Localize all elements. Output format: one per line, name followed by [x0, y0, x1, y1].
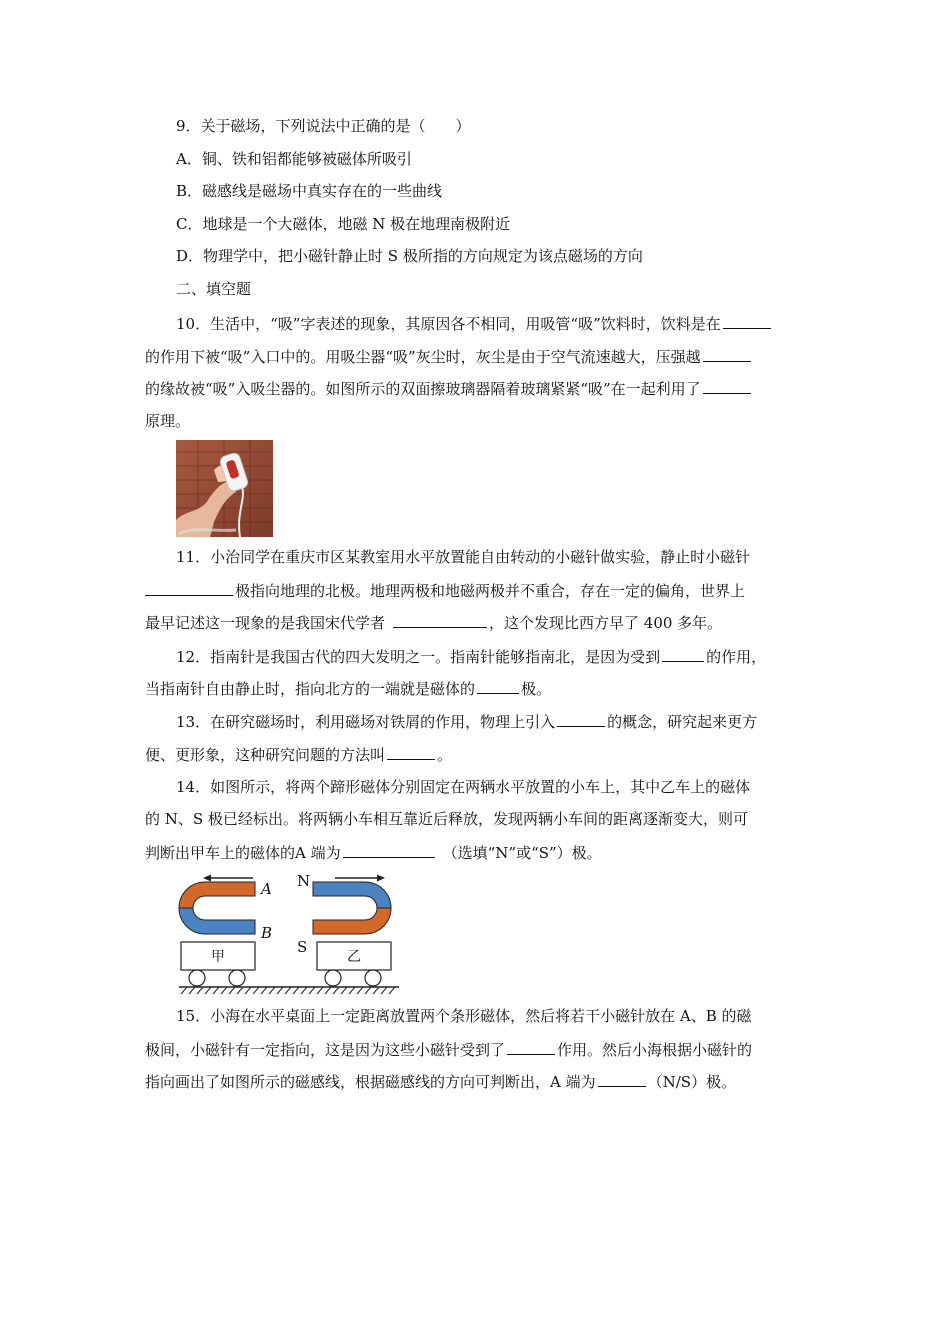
q10-line-4: 原理。	[145, 412, 191, 430]
q14-line-2: 的 N、S 极已经标出。将两辆小车相互靠近后释放，发现两辆小车间的距离逐渐变大，则可	[145, 810, 748, 828]
section-title: 二、填空题	[176, 280, 252, 298]
q13-text-1b: 的概念，研究起来更方	[607, 713, 758, 731]
q15-blank-1	[507, 1039, 555, 1055]
q10-blank-2	[703, 346, 751, 362]
q14-line-3	[145, 842, 807, 863]
q11-line-3	[145, 612, 807, 633]
q10-text-3: 的缘故被“吸”入吸尘器的。如图所示的双面擦玻璃器隔着玻璃紧紧“吸”在一起利用了	[145, 380, 701, 398]
q10-line-1	[176, 313, 807, 334]
ground	[179, 987, 399, 994]
q15-text-2b: 作用。然后小海根据小磁针的	[557, 1041, 753, 1059]
q12-text-1a: 12．指南针是我国古代的四大发明之一。指南针能够指南北，是因为受到	[176, 648, 661, 666]
right-horseshoe-magnet	[313, 882, 391, 934]
q15-line-1: 15．小海在水平桌面上一定距离放置两个条形磁体，然后将若干小磁针放在 A、B 的磁	[176, 1007, 752, 1025]
q11-text-3b: ，这个发现比西方早了 400 多年。	[489, 614, 723, 632]
cart-left	[181, 942, 255, 986]
q13-text-1a: 13．在研究磁场时，利用磁场对铁屑的作用，物理上引入	[176, 713, 556, 731]
q9-option-d: D．物理学中，把小磁针静止时 S 极所指的方向规定为该点磁场的方向	[176, 247, 643, 265]
q13-blank-1	[557, 711, 605, 727]
q11-line-2	[145, 580, 807, 601]
q13-blank-2	[387, 744, 435, 760]
q15-text-3a: 指向画出了如图所示的磁感线，根据磁感线的方向可判断出，A 端为	[145, 1073, 596, 1091]
q14-line-1: 14．如图所示，将两个蹄形磁体分别固定在两辆水平放置的小车上，其中乙车上的磁体	[176, 778, 751, 796]
left-horseshoe-magnet	[179, 882, 255, 934]
label-a: A	[261, 880, 272, 898]
q9-option-c: C．地球是一个大磁体，地磁 N 极在地理南极附近	[176, 215, 511, 233]
right-arrow-icon	[335, 875, 385, 882]
q12-text-2b: 极。	[521, 680, 552, 698]
q13-line-2	[145, 744, 807, 765]
cart-right	[317, 942, 391, 986]
q9-option-a: A．铜、铁和铝都能够被磁体所吸引	[176, 150, 412, 168]
cart-right-label: 乙	[347, 949, 361, 965]
label-b: B	[261, 924, 273, 942]
q9-option-b: B．磁感线是磁场中真实存在的一些曲线	[176, 182, 443, 200]
q15-text-2a: 极间，小磁针有一定指向，这是因为这些小磁针受到了	[145, 1041, 506, 1059]
q9-stem: 9．关于磁场，下列说法中正确的是（ ）	[176, 117, 471, 135]
left-arrow-icon	[203, 875, 253, 882]
q10-text-1: 10．生活中，“吸”字表述的现象，其原因各不相同，用吸管“吸”饮料时，饮料是在	[176, 315, 721, 333]
q10-line-3	[145, 378, 807, 399]
q11-blank-2	[393, 612, 487, 628]
q12-line-1	[176, 646, 807, 667]
q10-text-2: 的作用下被“吸”入口中的。用吸尘器“吸”灰尘时，灰尘是由于空气流速越大，压强越	[145, 348, 701, 366]
label-s: S	[297, 938, 308, 956]
q10-blank-3	[703, 378, 751, 394]
q15-line-3	[145, 1071, 807, 1092]
q15-text-3b: （N/S）极。	[647, 1073, 737, 1091]
q15-blank-2	[598, 1071, 646, 1087]
q13-text-2a: 便、更形象，这种研究问题的方法叫	[145, 746, 386, 764]
label-n: N	[297, 872, 311, 890]
q12-line-2	[145, 678, 807, 699]
q13-text-2b: 。	[437, 746, 453, 764]
q11-blank-1	[145, 580, 233, 596]
q13-line-1	[176, 711, 807, 732]
q10-blank-1	[723, 313, 771, 329]
horseshoe-magnets-figure	[175, 870, 405, 998]
q11-text-3a: 最早记述这一现象的是我国宋代学者	[145, 614, 386, 632]
q14-text-3b: （选填“N”或“S”）极。	[442, 844, 602, 862]
q12-text-1b: 的作用，	[706, 648, 767, 666]
q11-text-2: 极指向地理的北极。地理两极和地磁两极并不重合，存在一定的偏角，世界上	[235, 582, 746, 600]
q14-text-3a: 判断出甲车上的磁体的A 端为	[145, 844, 341, 862]
window-cleaner-photo	[176, 440, 273, 537]
q14-blank	[343, 842, 435, 858]
q10-line-2	[145, 346, 807, 367]
q15-line-2	[145, 1039, 807, 1060]
cart-left-label: 甲	[211, 949, 225, 965]
q12-blank-1	[662, 646, 704, 662]
q12-blank-2	[477, 678, 519, 694]
q12-text-2a: 当指南针自由静止时，指向北方的一端就是磁体的	[145, 680, 476, 698]
q11-line-1: 11．小治同学在重庆市区某教室用水平放置能自由转动的小磁针做实验，静止时小磁针	[176, 548, 751, 566]
